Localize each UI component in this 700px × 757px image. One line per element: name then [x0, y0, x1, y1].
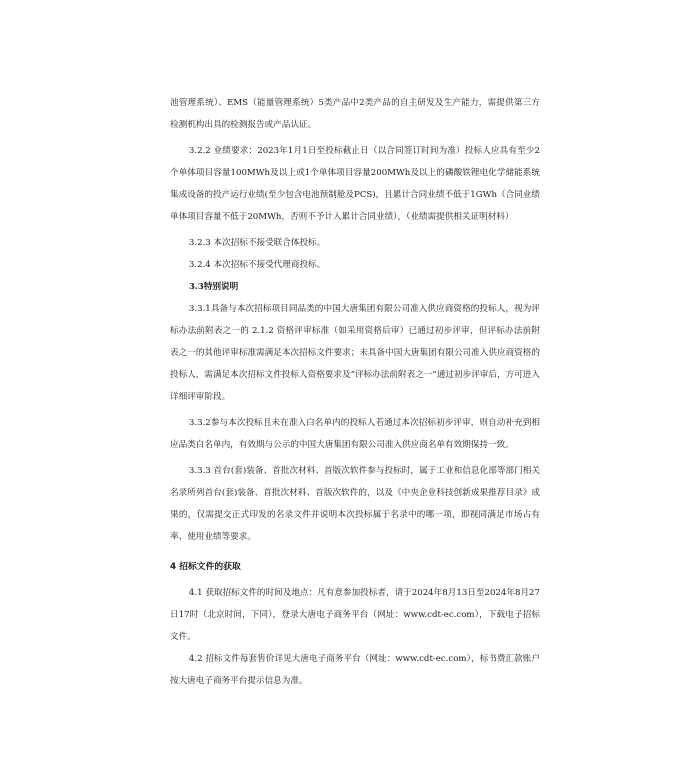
paragraph-3-3-2-whitelist: 3.3.2参与本次投标且未在准入白名单内的投标人若通过本次招标初步评审，则自动补充到相应品类白名单内，有效期与公示的中国大唐集团有限公司准入供应商名单有效期保持一致。 [170, 418, 540, 450]
section-heading-4: 4 招标文件的获取 [170, 562, 241, 572]
paragraph-3-2-2-performance: 3.2.2 业绩要求：2023年1月1日至投标截止日（以合同签订时间为准）投标人应具有至少2个单体项目容量100MWh及以上或1个单体项目容量200MWh及以上的磷酸铁锂电化学储能系统集成设备的投产运行业绩(至少包含电池预制舱及PCS)，且累计合同业绩不低于1GWh（合同业绩单体项目容量不低于20MWh，否则不予计入累计合同业绩），（业绩需提供相关证明材料） [170, 146, 540, 222]
paragraph-4-1-obtain-time: 4.1 获取招标文件的时间及地点：凡有意参加投标者，请于2024年8月13日至2024年8月27日17时（北京时间，下同），登录大唐电子商务平台（网址：www.cdt-ec.com），下载电子招标文件。 [170, 588, 540, 642]
paragraph-3-2-3-consortium: 3.2.3 本次招标不接受联合体投标。 [188, 238, 326, 248]
paragraph-3-3-3-first-set: 3.3.3 首台(套)装备、首批次材料、首版次软件参与投标时，属于工业和信息化部等部门相关名录所列首台(套)装备、首批次材料、首版次软件的，以及《中央企业科技创新成果推荐目录》成果的，仅需提交正式印发的名录文件并说明本次投标属于名录中的哪一项，即视同满足市场占有率、使用业绩等要求。 [170, 466, 540, 542]
paragraph-3-2-4-agent: 3.2.4 本次招标不接受代理商投标。 [188, 260, 326, 270]
section-heading-3-3: 3.3特别说明 [188, 282, 239, 292]
document-page [170, 92, 540, 692]
paragraph-4-2-price: 4.2 招标文件每套售价详见大唐电子商务平台（网址：www.cdt-ec.com），标书费汇款账户按大唐电子商务平台提示信息为准。 [170, 654, 540, 686]
paragraph-3-3-1-qualification: 3.3.1具备与本次招标项目同品类的中国大唐集团有限公司准入供应商资格的投标人，视为评标办法前附表之一的 2.1.2 资格评审标准（如采用资格后审）已通过初步评审，但评标办法前附表之一的其他评审标准需满足本次招标文件要求；未具备中国大唐集团有限公司准入供应商资格的投标人，需满足本次招标文件投标人资格要求及“评标办法前附表之一”通过初步评审后，方可进入详细评审阶段。 [170, 304, 540, 402]
paragraph-bms-ems-requirement: 池管理系统）、EMS（能量管理系统）5类产品中2类产品的自主研发及生产能力，需提供第三方检测机构出具的检测报告或产品认证。 [170, 98, 540, 130]
